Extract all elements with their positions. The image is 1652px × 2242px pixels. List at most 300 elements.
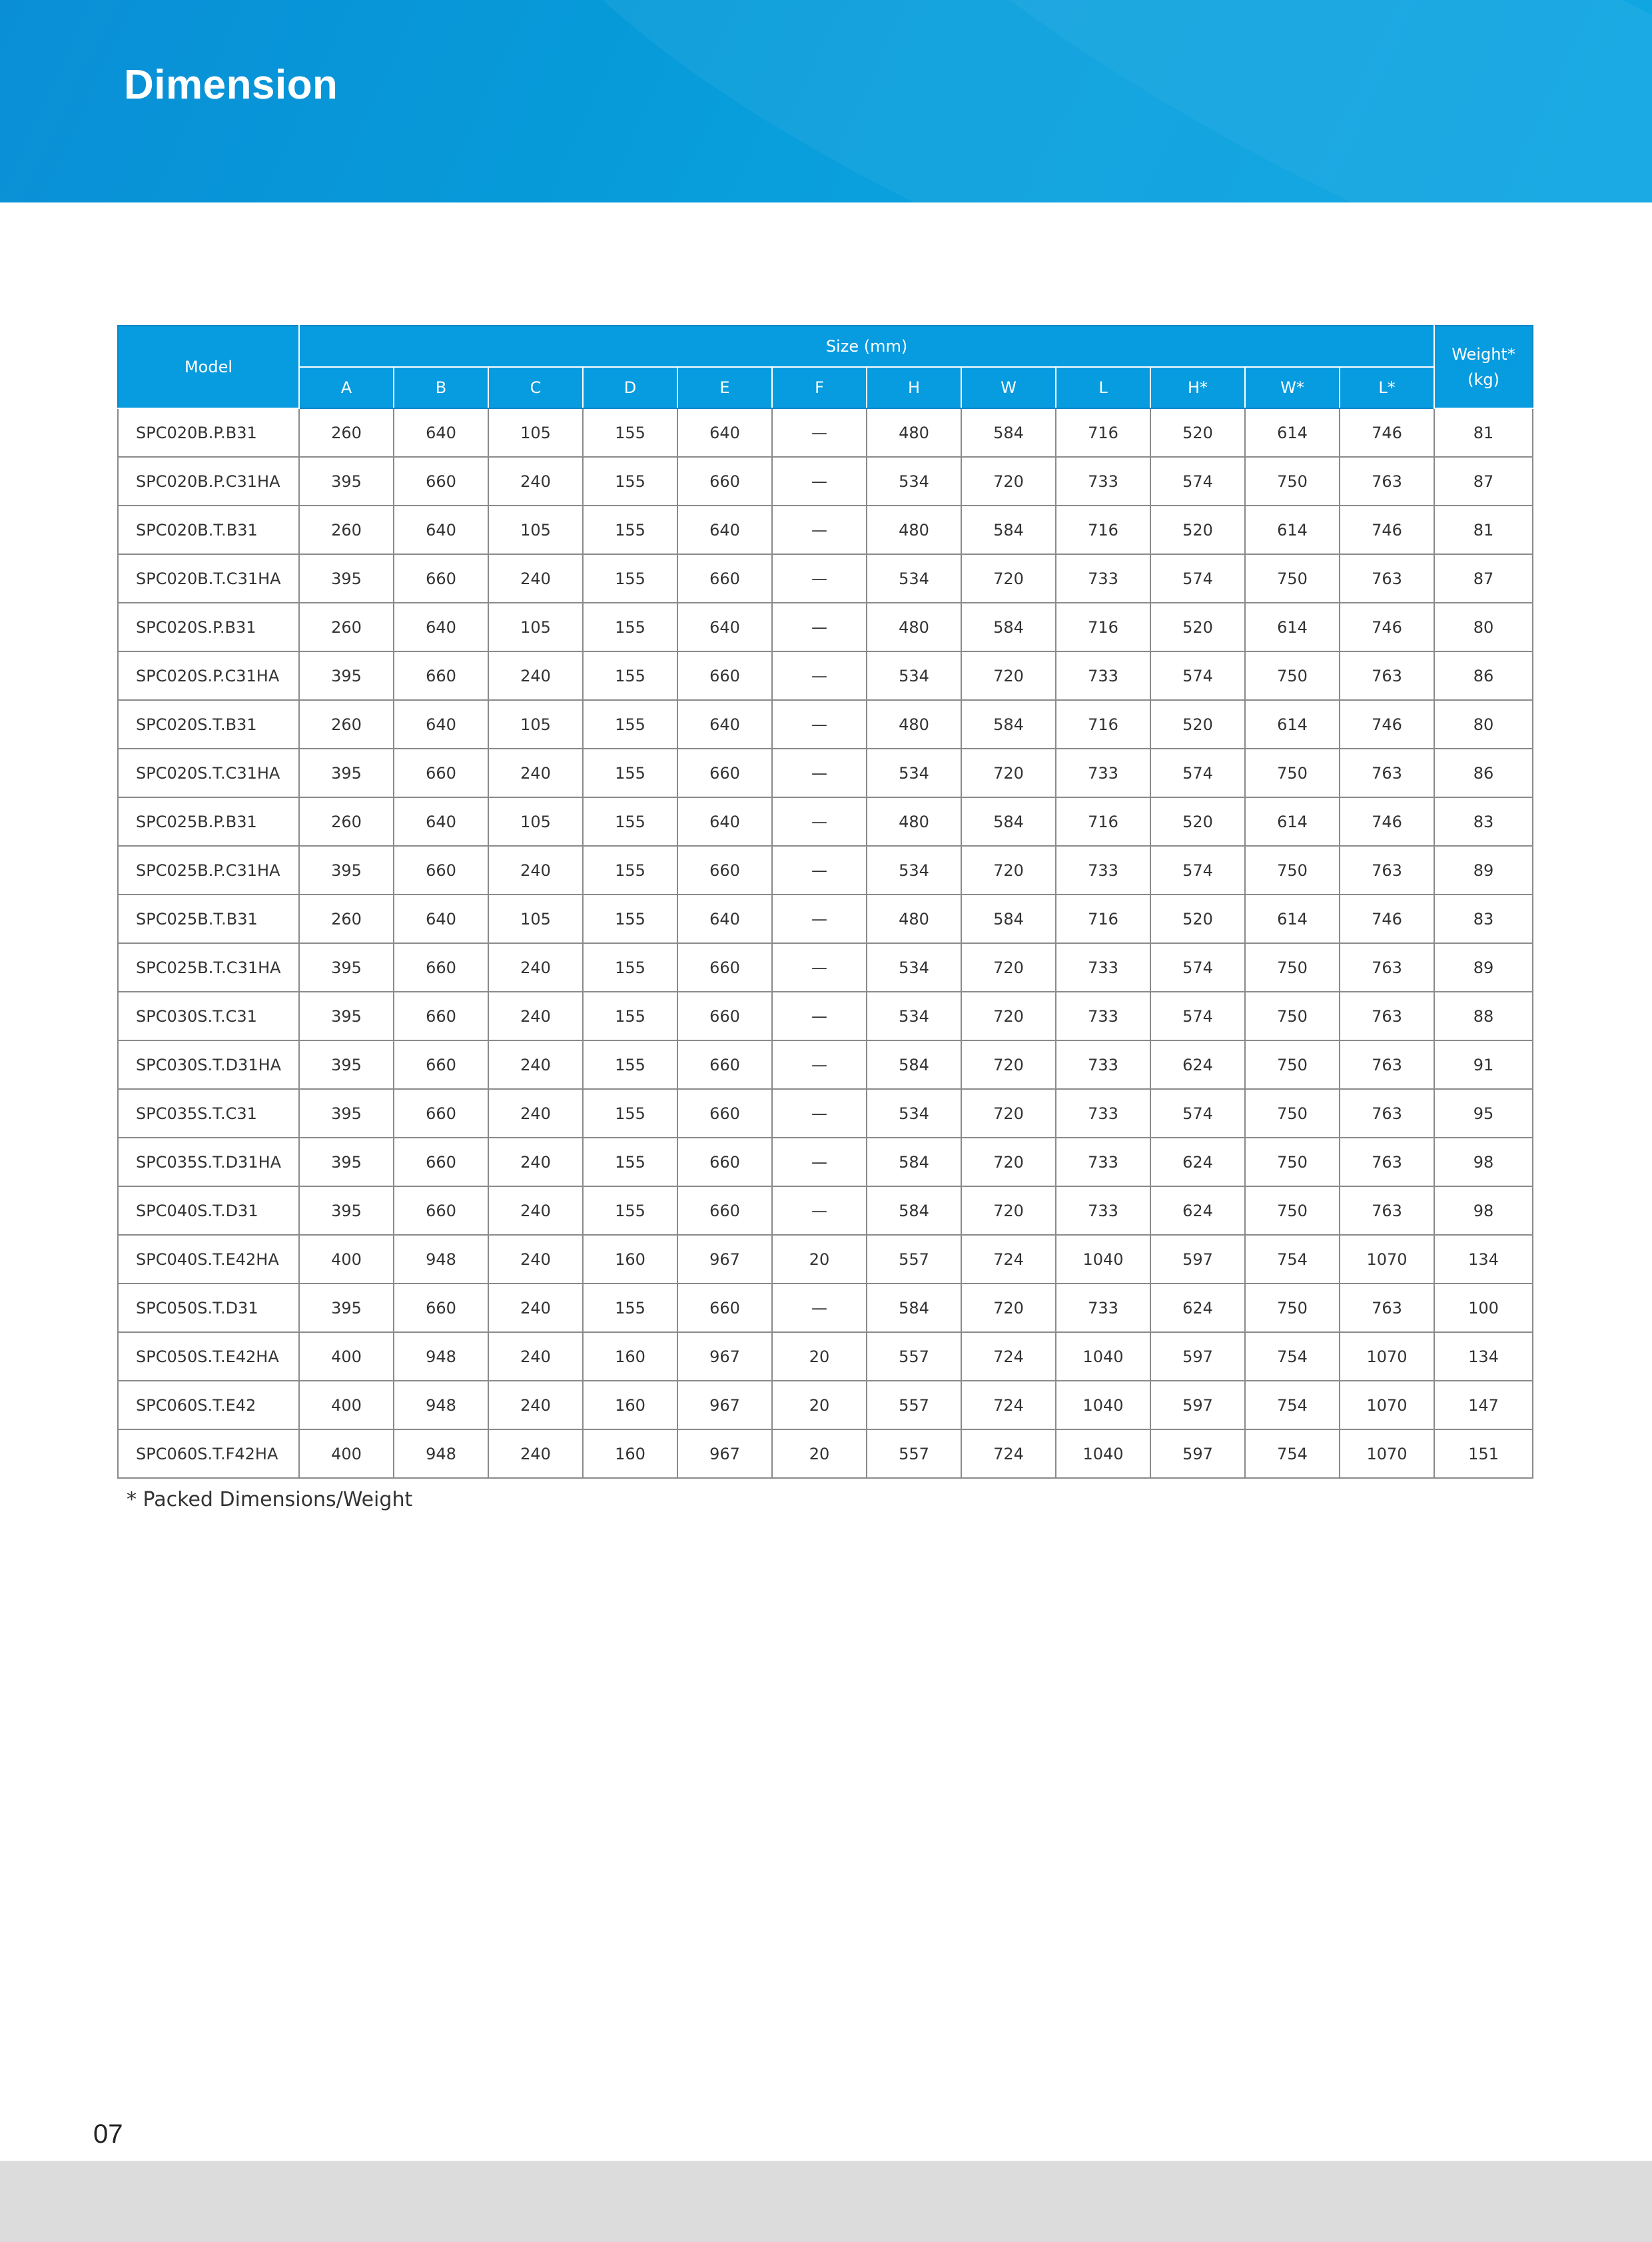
size-value-cell: 746: [1340, 895, 1434, 943]
size-value-cell: 395: [299, 1089, 394, 1138]
size-value-cell: 660: [677, 943, 772, 992]
page-title: Dimension: [124, 62, 338, 108]
size-value-cell: 240: [488, 1089, 583, 1138]
size-value-cell: 746: [1340, 603, 1434, 651]
weight-cell: 89: [1434, 846, 1533, 895]
size-value-cell: 534: [867, 651, 961, 700]
size-value-cell: 597: [1150, 1235, 1245, 1284]
size-value-cell: 720: [961, 457, 1056, 506]
size-value-cell: 660: [677, 1040, 772, 1089]
size-value-cell: 660: [677, 651, 772, 700]
size-value-cell: 720: [961, 1138, 1056, 1186]
size-value-cell: 660: [677, 1186, 772, 1235]
size-value-cell: 160: [583, 1235, 677, 1284]
size-column-header: B: [394, 367, 488, 408]
packed-dimensions-note: * Packed Dimensions/Weight: [127, 1488, 413, 1511]
model-cell: SPC030S.T.D31HA: [118, 1040, 299, 1089]
size-value-cell: 716: [1056, 700, 1150, 749]
size-value-cell: 480: [867, 895, 961, 943]
model-cell: SPC025B.P.C31HA: [118, 846, 299, 895]
size-value-cell: 640: [394, 506, 488, 554]
size-value-cell: 155: [583, 700, 677, 749]
size-value-cell: 534: [867, 554, 961, 603]
size-value-cell: 155: [583, 895, 677, 943]
size-value-cell: —: [772, 749, 867, 797]
size-value-cell: 155: [583, 554, 677, 603]
model-cell: SPC050S.T.E42HA: [118, 1332, 299, 1381]
weight-cell: 86: [1434, 749, 1533, 797]
size-value-cell: —: [772, 1186, 867, 1235]
weight-cell: 83: [1434, 895, 1533, 943]
size-value-cell: 395: [299, 943, 394, 992]
size-value-cell: 660: [677, 1089, 772, 1138]
size-column-header: A: [299, 367, 394, 408]
size-value-cell: 105: [488, 895, 583, 943]
size-value-cell: 155: [583, 1186, 677, 1235]
size-value-cell: —: [772, 700, 867, 749]
size-value-cell: 733: [1056, 943, 1150, 992]
size-value-cell: 614: [1245, 895, 1340, 943]
size-value-cell: 763: [1340, 651, 1434, 700]
size-value-cell: 750: [1245, 1138, 1340, 1186]
size-value-cell: 640: [677, 506, 772, 554]
size-value-cell: 720: [961, 1186, 1056, 1235]
size-value-cell: 640: [394, 895, 488, 943]
size-value-cell: 20: [772, 1235, 867, 1284]
weight-column-header: [1434, 326, 1533, 408]
size-value-cell: 724: [961, 1381, 1056, 1429]
size-value-cell: 733: [1056, 554, 1150, 603]
table-row: [118, 457, 1533, 506]
size-value-cell: 240: [488, 1284, 583, 1332]
size-value-cell: 660: [394, 992, 488, 1040]
model-cell: SPC020S.T.C31HA: [118, 749, 299, 797]
size-column-header: W: [961, 367, 1056, 408]
size-value-cell: 967: [677, 1332, 772, 1381]
weight-cell: 80: [1434, 603, 1533, 651]
size-value-cell: 660: [677, 457, 772, 506]
size-value-cell: 724: [961, 1332, 1056, 1381]
size-value-cell: 240: [488, 1381, 583, 1429]
size-value-cell: 480: [867, 797, 961, 846]
size-value-cell: 763: [1340, 1040, 1434, 1089]
table-row: [118, 651, 1533, 700]
size-value-cell: 948: [394, 1332, 488, 1381]
size-value-cell: 948: [394, 1381, 488, 1429]
dimension-table-body: [118, 408, 1533, 1478]
model-cell: SPC040S.T.D31: [118, 1186, 299, 1235]
size-value-cell: 614: [1245, 603, 1340, 651]
size-value-cell: 155: [583, 1138, 677, 1186]
size-value-cell: 660: [677, 1284, 772, 1332]
table-row: [118, 797, 1533, 846]
size-value-cell: —: [772, 895, 867, 943]
size-value-cell: 584: [961, 797, 1056, 846]
weight-header-line2: (kg): [1467, 370, 1499, 389]
size-value-cell: 720: [961, 846, 1056, 895]
size-value-cell: 597: [1150, 1332, 1245, 1381]
size-value-cell: 480: [867, 408, 961, 457]
model-cell: SPC020S.T.B31: [118, 700, 299, 749]
size-value-cell: 574: [1150, 1089, 1245, 1138]
size-value-cell: 155: [583, 749, 677, 797]
size-value-cell: 160: [583, 1429, 677, 1478]
size-value-cell: 155: [583, 408, 677, 457]
table-row: [118, 1040, 1533, 1089]
size-value-cell: 400: [299, 1332, 394, 1381]
size-value-cell: 750: [1245, 749, 1340, 797]
model-cell: SPC020B.P.B31: [118, 408, 299, 457]
size-value-cell: 240: [488, 992, 583, 1040]
size-value-cell: 716: [1056, 603, 1150, 651]
size-value-cell: 640: [677, 408, 772, 457]
size-value-cell: 395: [299, 651, 394, 700]
size-value-cell: 660: [394, 749, 488, 797]
size-value-cell: 640: [394, 408, 488, 457]
model-cell: SPC020S.P.C31HA: [118, 651, 299, 700]
size-value-cell: 948: [394, 1429, 488, 1478]
size-value-cell: —: [772, 554, 867, 603]
weight-cell: 98: [1434, 1138, 1533, 1186]
table-row: [118, 603, 1533, 651]
size-value-cell: 597: [1150, 1381, 1245, 1429]
size-value-cell: 574: [1150, 554, 1245, 603]
size-value-cell: —: [772, 1284, 867, 1332]
size-value-cell: 574: [1150, 943, 1245, 992]
size-value-cell: 750: [1245, 1186, 1340, 1235]
size-value-cell: 754: [1245, 1429, 1340, 1478]
size-value-cell: 720: [961, 1284, 1056, 1332]
size-value-cell: 733: [1056, 1138, 1150, 1186]
size-value-cell: 624: [1150, 1284, 1245, 1332]
weight-cell: 91: [1434, 1040, 1533, 1089]
table-row: [118, 554, 1533, 603]
size-value-cell: 260: [299, 408, 394, 457]
size-column-header: H: [867, 367, 961, 408]
size-value-cell: 1040: [1056, 1381, 1150, 1429]
size-value-cell: 534: [867, 749, 961, 797]
model-cell: SPC050S.T.D31: [118, 1284, 299, 1332]
weight-cell: 151: [1434, 1429, 1533, 1478]
size-value-cell: 1040: [1056, 1429, 1150, 1478]
weight-cell: 134: [1434, 1235, 1533, 1284]
size-value-cell: 763: [1340, 943, 1434, 992]
size-value-cell: —: [772, 943, 867, 992]
size-value-cell: 155: [583, 1089, 677, 1138]
size-value-cell: 733: [1056, 1186, 1150, 1235]
size-value-cell: —: [772, 1040, 867, 1089]
size-value-cell: 763: [1340, 1186, 1434, 1235]
weight-cell: 81: [1434, 506, 1533, 554]
size-value-cell: 733: [1056, 846, 1150, 895]
size-value-cell: 624: [1150, 1040, 1245, 1089]
size-value-cell: 520: [1150, 408, 1245, 457]
size-value-cell: 105: [488, 797, 583, 846]
size-value-cell: 763: [1340, 1138, 1434, 1186]
size-value-cell: 750: [1245, 846, 1340, 895]
size-value-cell: 557: [867, 1381, 961, 1429]
size-value-cell: 660: [394, 1040, 488, 1089]
size-value-cell: 584: [961, 895, 1056, 943]
size-value-cell: 240: [488, 1235, 583, 1284]
model-cell: SPC060S.T.F42HA: [118, 1429, 299, 1478]
size-value-cell: 1070: [1340, 1381, 1434, 1429]
size-value-cell: 20: [772, 1381, 867, 1429]
size-value-cell: 640: [677, 700, 772, 749]
size-value-cell: 763: [1340, 992, 1434, 1040]
size-value-cell: 716: [1056, 408, 1150, 457]
table-row: [118, 1089, 1533, 1138]
table-row: [118, 408, 1533, 457]
size-value-cell: 660: [394, 1138, 488, 1186]
size-value-cell: 480: [867, 506, 961, 554]
table-row: [118, 1332, 1533, 1381]
size-value-cell: 574: [1150, 651, 1245, 700]
weight-cell: 98: [1434, 1186, 1533, 1235]
model-cell: SPC030S.T.C31: [118, 992, 299, 1040]
size-value-cell: 260: [299, 895, 394, 943]
size-value-cell: 614: [1245, 797, 1340, 846]
size-value-cell: —: [772, 651, 867, 700]
size-value-cell: 614: [1245, 408, 1340, 457]
size-value-cell: 763: [1340, 457, 1434, 506]
size-value-cell: 20: [772, 1332, 867, 1381]
size-value-cell: 733: [1056, 651, 1150, 700]
size-value-cell: 260: [299, 700, 394, 749]
size-value-cell: 614: [1245, 506, 1340, 554]
size-value-cell: 160: [583, 1332, 677, 1381]
weight-cell: 147: [1434, 1381, 1533, 1429]
size-value-cell: 557: [867, 1429, 961, 1478]
size-value-cell: 967: [677, 1429, 772, 1478]
weight-cell: 95: [1434, 1089, 1533, 1138]
size-value-cell: 1070: [1340, 1235, 1434, 1284]
size-value-cell: 520: [1150, 603, 1245, 651]
footer-band: [0, 2161, 1652, 2242]
size-value-cell: 720: [961, 992, 1056, 1040]
size-value-cell: 240: [488, 457, 583, 506]
size-column-header: F: [772, 367, 867, 408]
size-column-header: W*: [1245, 367, 1340, 408]
table-row: [118, 700, 1533, 749]
size-value-cell: 733: [1056, 1284, 1150, 1332]
model-cell: SPC020B.P.C31HA: [118, 457, 299, 506]
size-value-cell: 240: [488, 749, 583, 797]
size-value-cell: 520: [1150, 700, 1245, 749]
size-value-cell: 534: [867, 846, 961, 895]
size-value-cell: 395: [299, 1186, 394, 1235]
model-cell: SPC035S.T.D31HA: [118, 1138, 299, 1186]
size-value-cell: 520: [1150, 506, 1245, 554]
size-value-cell: 640: [394, 700, 488, 749]
size-value-cell: 716: [1056, 797, 1150, 846]
table-row: [118, 1235, 1533, 1284]
size-value-cell: 155: [583, 651, 677, 700]
size-value-cell: 260: [299, 603, 394, 651]
size-value-cell: 624: [1150, 1186, 1245, 1235]
size-value-cell: 584: [961, 603, 1056, 651]
size-value-cell: 240: [488, 651, 583, 700]
size-value-cell: 574: [1150, 992, 1245, 1040]
model-cell: SPC025B.T.B31: [118, 895, 299, 943]
header-band: [0, 0, 1652, 202]
size-subheader-row: [118, 367, 1533, 408]
size-column-header: E: [677, 367, 772, 408]
table-row: [118, 749, 1533, 797]
size-value-cell: 640: [394, 797, 488, 846]
size-value-cell: 763: [1340, 846, 1434, 895]
size-value-cell: 763: [1340, 1284, 1434, 1332]
size-value-cell: 750: [1245, 554, 1340, 603]
size-value-cell: 240: [488, 1332, 583, 1381]
size-value-cell: 660: [394, 1284, 488, 1332]
size-value-cell: 534: [867, 943, 961, 992]
size-value-cell: 733: [1056, 1089, 1150, 1138]
size-value-cell: 240: [488, 1429, 583, 1478]
size-value-cell: 754: [1245, 1381, 1340, 1429]
weight-cell: 87: [1434, 554, 1533, 603]
table-row: [118, 1429, 1533, 1478]
size-value-cell: 763: [1340, 554, 1434, 603]
size-column-header: L*: [1340, 367, 1434, 408]
size-value-cell: 260: [299, 506, 394, 554]
size-value-cell: 720: [961, 651, 1056, 700]
table-row: [118, 1186, 1533, 1235]
size-value-cell: 480: [867, 700, 961, 749]
size-value-cell: 750: [1245, 1040, 1340, 1089]
size-value-cell: 660: [677, 1138, 772, 1186]
size-value-cell: 584: [961, 506, 1056, 554]
size-value-cell: 155: [583, 943, 677, 992]
size-value-cell: 660: [677, 992, 772, 1040]
size-value-cell: 750: [1245, 943, 1340, 992]
size-value-cell: 948: [394, 1235, 488, 1284]
model-cell: SPC035S.T.C31: [118, 1089, 299, 1138]
dimension-table: [117, 325, 1533, 1479]
size-value-cell: 660: [677, 749, 772, 797]
size-value-cell: 660: [677, 846, 772, 895]
size-value-cell: 395: [299, 457, 394, 506]
size-value-cell: 733: [1056, 457, 1150, 506]
size-value-cell: 395: [299, 1138, 394, 1186]
size-value-cell: —: [772, 846, 867, 895]
table-row: [118, 992, 1533, 1040]
size-value-cell: 720: [961, 1040, 1056, 1089]
size-value-cell: 720: [961, 554, 1056, 603]
size-column-header: C: [488, 367, 583, 408]
size-value-cell: 155: [583, 603, 677, 651]
size-value-cell: 597: [1150, 1429, 1245, 1478]
size-value-cell: 155: [583, 1284, 677, 1332]
size-value-cell: —: [772, 797, 867, 846]
size-value-cell: 574: [1150, 457, 1245, 506]
size-value-cell: 614: [1245, 700, 1340, 749]
size-value-cell: 240: [488, 1138, 583, 1186]
size-value-cell: —: [772, 1089, 867, 1138]
size-value-cell: 395: [299, 992, 394, 1040]
size-value-cell: 750: [1245, 651, 1340, 700]
size-value-cell: 584: [961, 408, 1056, 457]
size-value-cell: 574: [1150, 749, 1245, 797]
size-value-cell: 746: [1340, 408, 1434, 457]
size-value-cell: 534: [867, 992, 961, 1040]
size-value-cell: 720: [961, 943, 1056, 992]
size-value-cell: 660: [677, 554, 772, 603]
size-value-cell: 520: [1150, 797, 1245, 846]
weight-cell: 89: [1434, 943, 1533, 992]
size-value-cell: 395: [299, 1040, 394, 1089]
size-value-cell: 105: [488, 506, 583, 554]
table-row: [118, 895, 1533, 943]
size-value-cell: 716: [1056, 506, 1150, 554]
weight-cell: 80: [1434, 700, 1533, 749]
weight-header-line1: Weight*: [1451, 345, 1515, 364]
size-value-cell: 395: [299, 749, 394, 797]
size-value-cell: 584: [961, 700, 1056, 749]
size-value-cell: 105: [488, 603, 583, 651]
model-column-header: Model: [118, 326, 299, 408]
size-value-cell: 400: [299, 1235, 394, 1284]
size-value-cell: 750: [1245, 1089, 1340, 1138]
model-cell: SPC020B.T.B31: [118, 506, 299, 554]
size-value-cell: 750: [1245, 992, 1340, 1040]
size-value-cell: 534: [867, 1089, 961, 1138]
size-value-cell: 395: [299, 554, 394, 603]
size-value-cell: 1040: [1056, 1235, 1150, 1284]
size-value-cell: 240: [488, 554, 583, 603]
model-cell: SPC025B.P.B31: [118, 797, 299, 846]
size-value-cell: 967: [677, 1235, 772, 1284]
size-value-cell: 624: [1150, 1138, 1245, 1186]
size-value-cell: 754: [1245, 1235, 1340, 1284]
size-value-cell: 584: [867, 1186, 961, 1235]
size-value-cell: 750: [1245, 457, 1340, 506]
size-value-cell: 660: [394, 554, 488, 603]
size-column-header: D: [583, 367, 677, 408]
size-value-cell: 240: [488, 943, 583, 992]
model-cell: SPC020S.P.B31: [118, 603, 299, 651]
weight-cell: 87: [1434, 457, 1533, 506]
size-value-cell: 260: [299, 797, 394, 846]
size-value-cell: 660: [394, 651, 488, 700]
weight-cell: 88: [1434, 992, 1533, 1040]
size-value-cell: 640: [677, 895, 772, 943]
size-value-cell: —: [772, 457, 867, 506]
size-value-cell: 724: [961, 1429, 1056, 1478]
size-value-cell: 155: [583, 1040, 677, 1089]
size-value-cell: 720: [961, 749, 1056, 797]
table-row: [118, 1284, 1533, 1332]
size-value-cell: 660: [394, 846, 488, 895]
size-value-cell: 720: [961, 1089, 1056, 1138]
size-value-cell: —: [772, 408, 867, 457]
size-value-cell: 574: [1150, 846, 1245, 895]
table-row: [118, 943, 1533, 992]
size-value-cell: 716: [1056, 895, 1150, 943]
weight-cell: 81: [1434, 408, 1533, 457]
table-row: [118, 506, 1533, 554]
size-value-cell: 660: [394, 1089, 488, 1138]
model-cell: SPC040S.T.E42HA: [118, 1235, 299, 1284]
size-value-cell: 640: [677, 603, 772, 651]
size-value-cell: 105: [488, 408, 583, 457]
size-value-cell: 967: [677, 1381, 772, 1429]
size-value-cell: 660: [394, 457, 488, 506]
model-cell: SPC020B.T.C31HA: [118, 554, 299, 603]
size-value-cell: 1040: [1056, 1332, 1150, 1381]
size-value-cell: 155: [583, 992, 677, 1040]
size-value-cell: 660: [394, 1186, 488, 1235]
